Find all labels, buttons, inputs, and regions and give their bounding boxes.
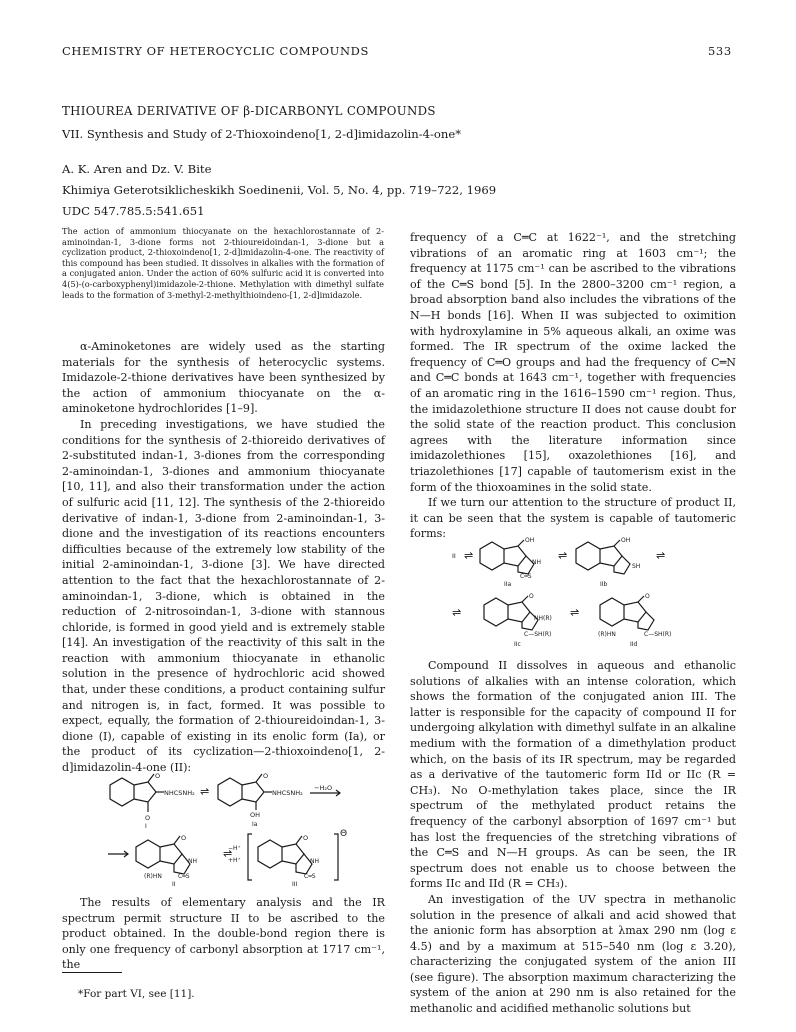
hydroxyl-label: OH — [621, 537, 631, 544]
equilibrium-arrow: ⇌ — [223, 847, 233, 860]
thione-label: C═S — [520, 573, 532, 580]
compound-label-ii: II — [172, 881, 176, 888]
paragraph: Compound II dissolves in aqueous and ethanolic solutions of alkalies with an intense coloration, which shows the formation of the conjugated anion III. The latter is responsible for the capacity of compound II for undergoing alkylation with dimethyl sulfate in an alkaline medium with the formation of a dimethylation product which, on the basis of its IR spectrum, may be regarded as a derivative of the tautomeric form IId or IIc (R = CH₃). No O-methylation takes place, since the IR spectrum of the methylated product retains the frequency of the carbonyl absorption of 1697 cm⁻¹ but has lost the frequencies of the stretching vibrations of the C═S and N—H groups. As can be seen, the IR spectrum does not enable us to choose between the forms IIc and IId (R = CH₃). — [410, 659, 736, 891]
right-column-text-lower — [410, 658, 736, 1017]
substituent-label: NHCSNH₂ — [164, 789, 195, 797]
paragraph: The results of elementary analysis and the IR spectrum permit structure II to be ascribed to the product obtained. In the double-bond region there is only one frequency of carbonyl absorption at 1717 cm⁻¹, the — [62, 896, 385, 972]
reagent-label: −H⁺ — [228, 845, 241, 852]
paragraph: In preceding investigations, we have studied the conditions for the synthesis of 2-thioreido derivatives of 2-substituted indan-1, 3-diones from the corresponding 2-aminoindan-1, 3-diones and ammonium thiocyanate [10, 11], and also their transformation under the action of sulfuric acid [11, 12]. The synthesis of the 2-thioreido derivative of indan-1, 3-dione from 2-aminoindan-1, 3-dione and the investigation of its reactions encounters difficulties because of the extremely low stability of the initial 2-aminoindan-1, 3-dione [3]. We have directed attention to the fact that the hexachlorostannate of 2-aminoindan-1, 3-dione, which is obtained in the reduction of 2-nitrosoindan-1, 3-dione with stannous chloride, is formed in good yield and is extremely stable [14]. An investigation of the reactivity of this salt in the reaction with ammonium thiocyanate in ethanolic solution in the presence of hydrochloric acid showed that, under these conditions, a product containing sulfur and nitrogen is, in fact, formed. It was possible to expect, equally, the formation of 2-thioureidoindan-1, 3-dione (I), capable of existing in its enolic form (Ia), or the product of its cyclization—2-thioxoindeno[1, 2-d]imidazolin-4-one (II): — [62, 417, 385, 775]
structure-compound-iia — [480, 540, 534, 574]
thiol-label: C—SH(R) — [524, 631, 552, 638]
footnote-rule — [62, 972, 122, 973]
compound-label-i: I — [145, 823, 147, 830]
oxygen-label: O — [145, 814, 151, 822]
oxygen-label: O — [181, 834, 187, 842]
tautomer-scheme — [448, 532, 698, 650]
thione-label: C═S — [304, 873, 316, 880]
hydroxyl-label: OH — [525, 537, 535, 544]
compound-label-iia: IIa — [504, 581, 512, 588]
bracket-right — [334, 834, 338, 880]
compound-label-iii: III — [292, 881, 298, 888]
oxygen-label: O — [263, 772, 269, 780]
rhn-label: (R)HN — [144, 873, 162, 880]
structure-compound-iib — [576, 540, 630, 574]
left-column-text — [62, 339, 385, 776]
oxygen-label: O — [155, 772, 161, 780]
substituent-label: NHCSNH₂ — [272, 789, 303, 797]
nh-label: NH — [310, 858, 319, 865]
equilibrium-arrow: ⇌ — [558, 549, 568, 562]
article-title: THIOUREA DERIVATIVE OF β-DICARBONYL COMPOUNDS — [62, 104, 436, 118]
compound-label-iic: IIc — [514, 641, 521, 648]
equilibrium-arrow: ⇌ — [464, 549, 474, 562]
oxygen-label: O — [645, 593, 650, 600]
right-column-text — [410, 230, 736, 542]
equilibrium-arrow: ⇌ — [656, 549, 666, 562]
compound-label-iib: IIb — [600, 581, 608, 588]
charge-label: Θ — [340, 829, 348, 839]
reaction-scheme-1 — [100, 770, 360, 888]
structure-compound-iid — [600, 596, 654, 630]
bracket-left — [248, 834, 252, 880]
equilibrium-arrow: ⇌ — [200, 785, 210, 798]
compound-label-ia: Ia — [252, 821, 258, 828]
oxygen-label: O — [303, 834, 309, 842]
compound-label-ii: II — [452, 552, 456, 560]
article-subtitle: VII. Synthesis and Study of 2-Thioxoindeno[1, 2-d]imidazolin-4-one* — [62, 127, 462, 141]
paragraph: If we turn our attention to the structure of product II, it can be seen that the system is capable of tautomeric forms: — [410, 496, 736, 541]
reagent-label: −H₂O — [314, 784, 333, 792]
paragraph: An investigation of the UV spectra in methanolic solution in the presence of alkali and acid showed that the anionic form has absorption at λmax 290 nm (log ε 4.5) and by a maximum at 515–540 nm (log ε 3.20), characterizing the conjugated system of the anion III (see figure). The absorption maximum characterizing the system of the anion at 290 nm is also retained for the methanolic and acidified methanolic solutions but — [410, 892, 736, 1016]
abstract: The action of ammonium thiocyanate on the hexachlorostannate of 2-aminoindan-1, 3-dione forms not 2-thioureidoindan-1, 3-dione but a cyclization product, 2-thioxoindeno[1, 2-d]imidazolin-4-one. The reactivity of this compound has been studied. It dissolves in alkalies with the formation of a conjugated anion. Under the action of 60% sulfuric acid it is converted into 4(5)-(o-carboxyphenyl)imidazole-2-thione. Methylation with dimethyl sulfate leads to the formation of 3-methyl-2-methylthioindeno-[1, 2-d]imidazole. — [62, 226, 384, 300]
footnote: *For part VI, see [11]. — [78, 988, 195, 1000]
left-column-text-lower — [62, 895, 385, 973]
page-number: 533 — [708, 44, 732, 58]
paragraph: α-Aminoketones are widely used as the starting materials for the synthesis of heterocyclic systems. Imidazole-2-thione derivatives have been synthesized by the action of ammonium thiocyanate on the α-aminoketone hydrochlorides [1–9]. — [62, 340, 385, 416]
equilibrium-arrow: ⇌ — [570, 606, 580, 619]
udc-code: UDC 547.785.5:541.651 — [62, 204, 205, 218]
citation: Khimiya Geterotsiklicheskikh Soedinenii, Vol. 5, No. 4, pp. 719–722, 1969 — [62, 183, 497, 197]
running-header: CHEMISTRY OF HETEROCYCLIC COMPOUNDS — [62, 44, 369, 58]
rhn-label: (R)HN — [598, 631, 616, 638]
reagent-label: +H⁺ — [228, 857, 241, 864]
paragraph: frequency of a C═C at 1622⁻¹, and the stretching vibrations of an aromatic ring at 1603 cm⁻¹; the frequency at 1175 cm⁻¹ can be ascribed to the vibrations of the C═S bond [5]. In the 2800–3200 cm⁻¹ region, a broad absorption band also includes the vibrations of the N—H bonds [16]. When II was subjected to oximition with hydroxylamine in 5% aqueous alkali, an oxime was formed. The IR spectrum of the oxime lacked the frequency of C═O groups and had the frequency of C═N and C═C bonds at 1643 cm⁻¹, together with frequencies of an aromatic ring in the 1616–1590 cm⁻¹ region. Thus, the imidazolethione structure II does not cause doubt for the solid state of the reaction product. This conclusion agrees with the literature information since imidazolethiones [15], oxazolethiones [16], and triazolethiones [17] capable of tautomerism exist in the form of the thioxoamines in the solid state. — [410, 231, 736, 494]
nh-label: NH — [532, 559, 541, 566]
compound-label-iid: IId — [630, 641, 638, 648]
authors: A. K. Aren and Dz. V. Bite — [62, 162, 212, 176]
nh-label: NH — [188, 858, 197, 865]
hydroxyl-label: OH — [250, 811, 261, 819]
thiol-label: SH — [632, 563, 641, 570]
nhr-label: NH(R) — [534, 615, 552, 622]
thione-label: C═S — [178, 873, 190, 880]
thiol-label: C—SH(R) — [644, 631, 672, 638]
oxygen-label: O — [529, 593, 534, 600]
equilibrium-arrow: ⇌ — [452, 606, 462, 619]
structure-compound-iic — [484, 596, 538, 630]
